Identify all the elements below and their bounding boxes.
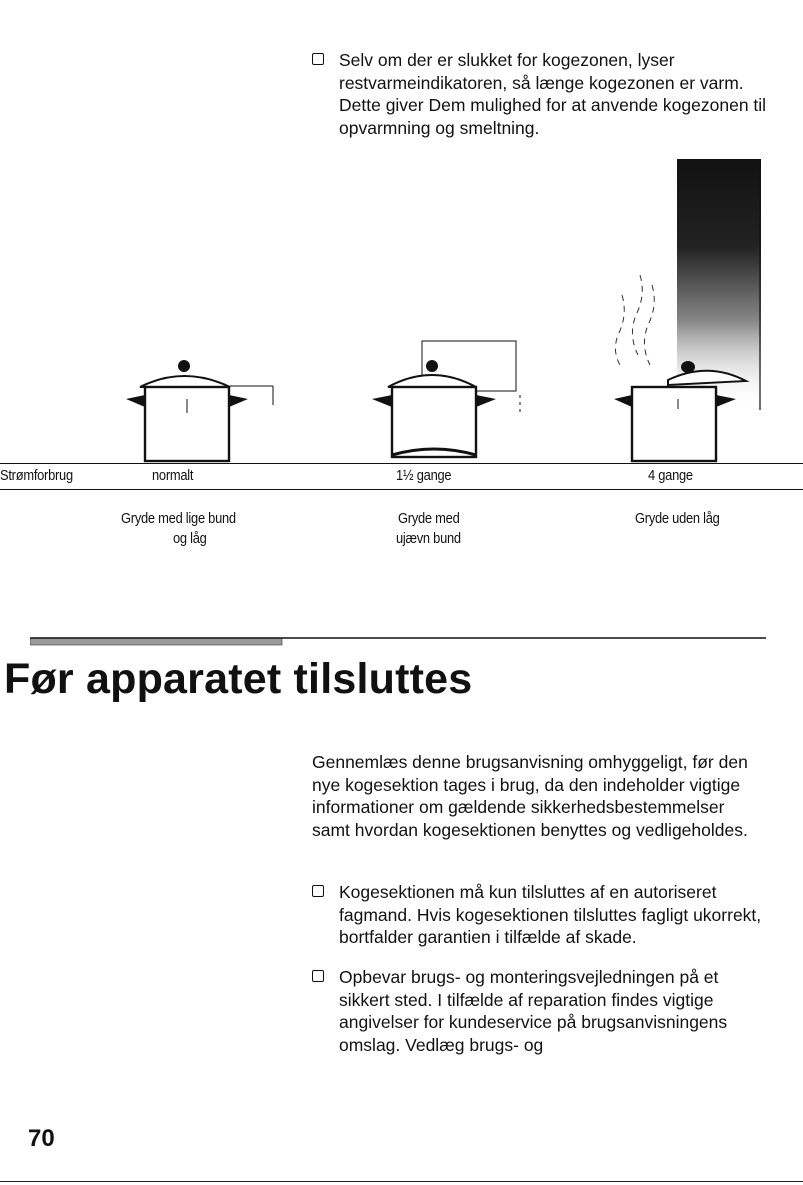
row-label: Strømforbrug [0,467,73,484]
page-number: 70 [28,1125,55,1152]
bullet-item [312,966,772,1056]
table-top-line [0,463,803,464]
caption-col-1-line-2: og låg [173,530,207,547]
bullet-text: Opbevar brugs- og monteringsvejledningen på et sikkert sted. I tilfælde af reparation findes vigtige angivelser for kundeservice på brugsanvisningens omslag. Vedlæg brugs- og [339,967,728,1055]
table-bottom-line [0,489,803,490]
caption-col-2-line-2: ujævn bund [396,530,461,547]
bullet-item [312,881,772,949]
section-intro: Gennemlæs denne brugsanvisning omhyggeligt, før den nye kogesektion tages i brug, da den indeholder vigtige informationer om gældende sikkerhedsbestemmelser samt hvordan kogesektionen benyttes og vedligeholdes. [312,752,748,840]
consumption-col-1: normalt [152,467,194,484]
section-rule [30,634,770,650]
top-bullet-text: Selv om der er slukket for kogezonen, lyser restvarmeindikatoren, så længe kogezonen er varm. Dette giver Dem mulighed for at anvende kogezonen til opvarmning og smeltning. [339,50,767,138]
bullet-text: Kogesektionen må kun tilsluttes af en autoriseret fagmand. Hvis kogesektionen tilsluttes fagligt ukorrekt, bortfalder garantien i tilfælde af skade. [339,882,762,947]
top-bullet [312,49,772,139]
page-bottom-rule [0,1181,803,1182]
checkbox-bullet-icon [312,53,324,65]
consumption-col-3: 4 gange [648,467,693,484]
checkbox-bullet-icon [312,885,324,897]
caption-col-1-line-1: Gryde med lige bund [121,510,236,527]
consumption-col-2: 1½ gange [396,467,452,484]
pot-flat-bottom-lid-icon [118,355,278,465]
checkbox-bullet-icon [312,970,324,982]
pot-uneven-bottom-icon [360,335,530,465]
caption-col-2-line-1: Gryde med [398,510,460,527]
caption-col-3-line-1: Gryde uden låg [635,510,720,527]
section-heading: Før apparatet tilsluttes [4,655,473,703]
pot-without-lid-icon [608,355,758,465]
